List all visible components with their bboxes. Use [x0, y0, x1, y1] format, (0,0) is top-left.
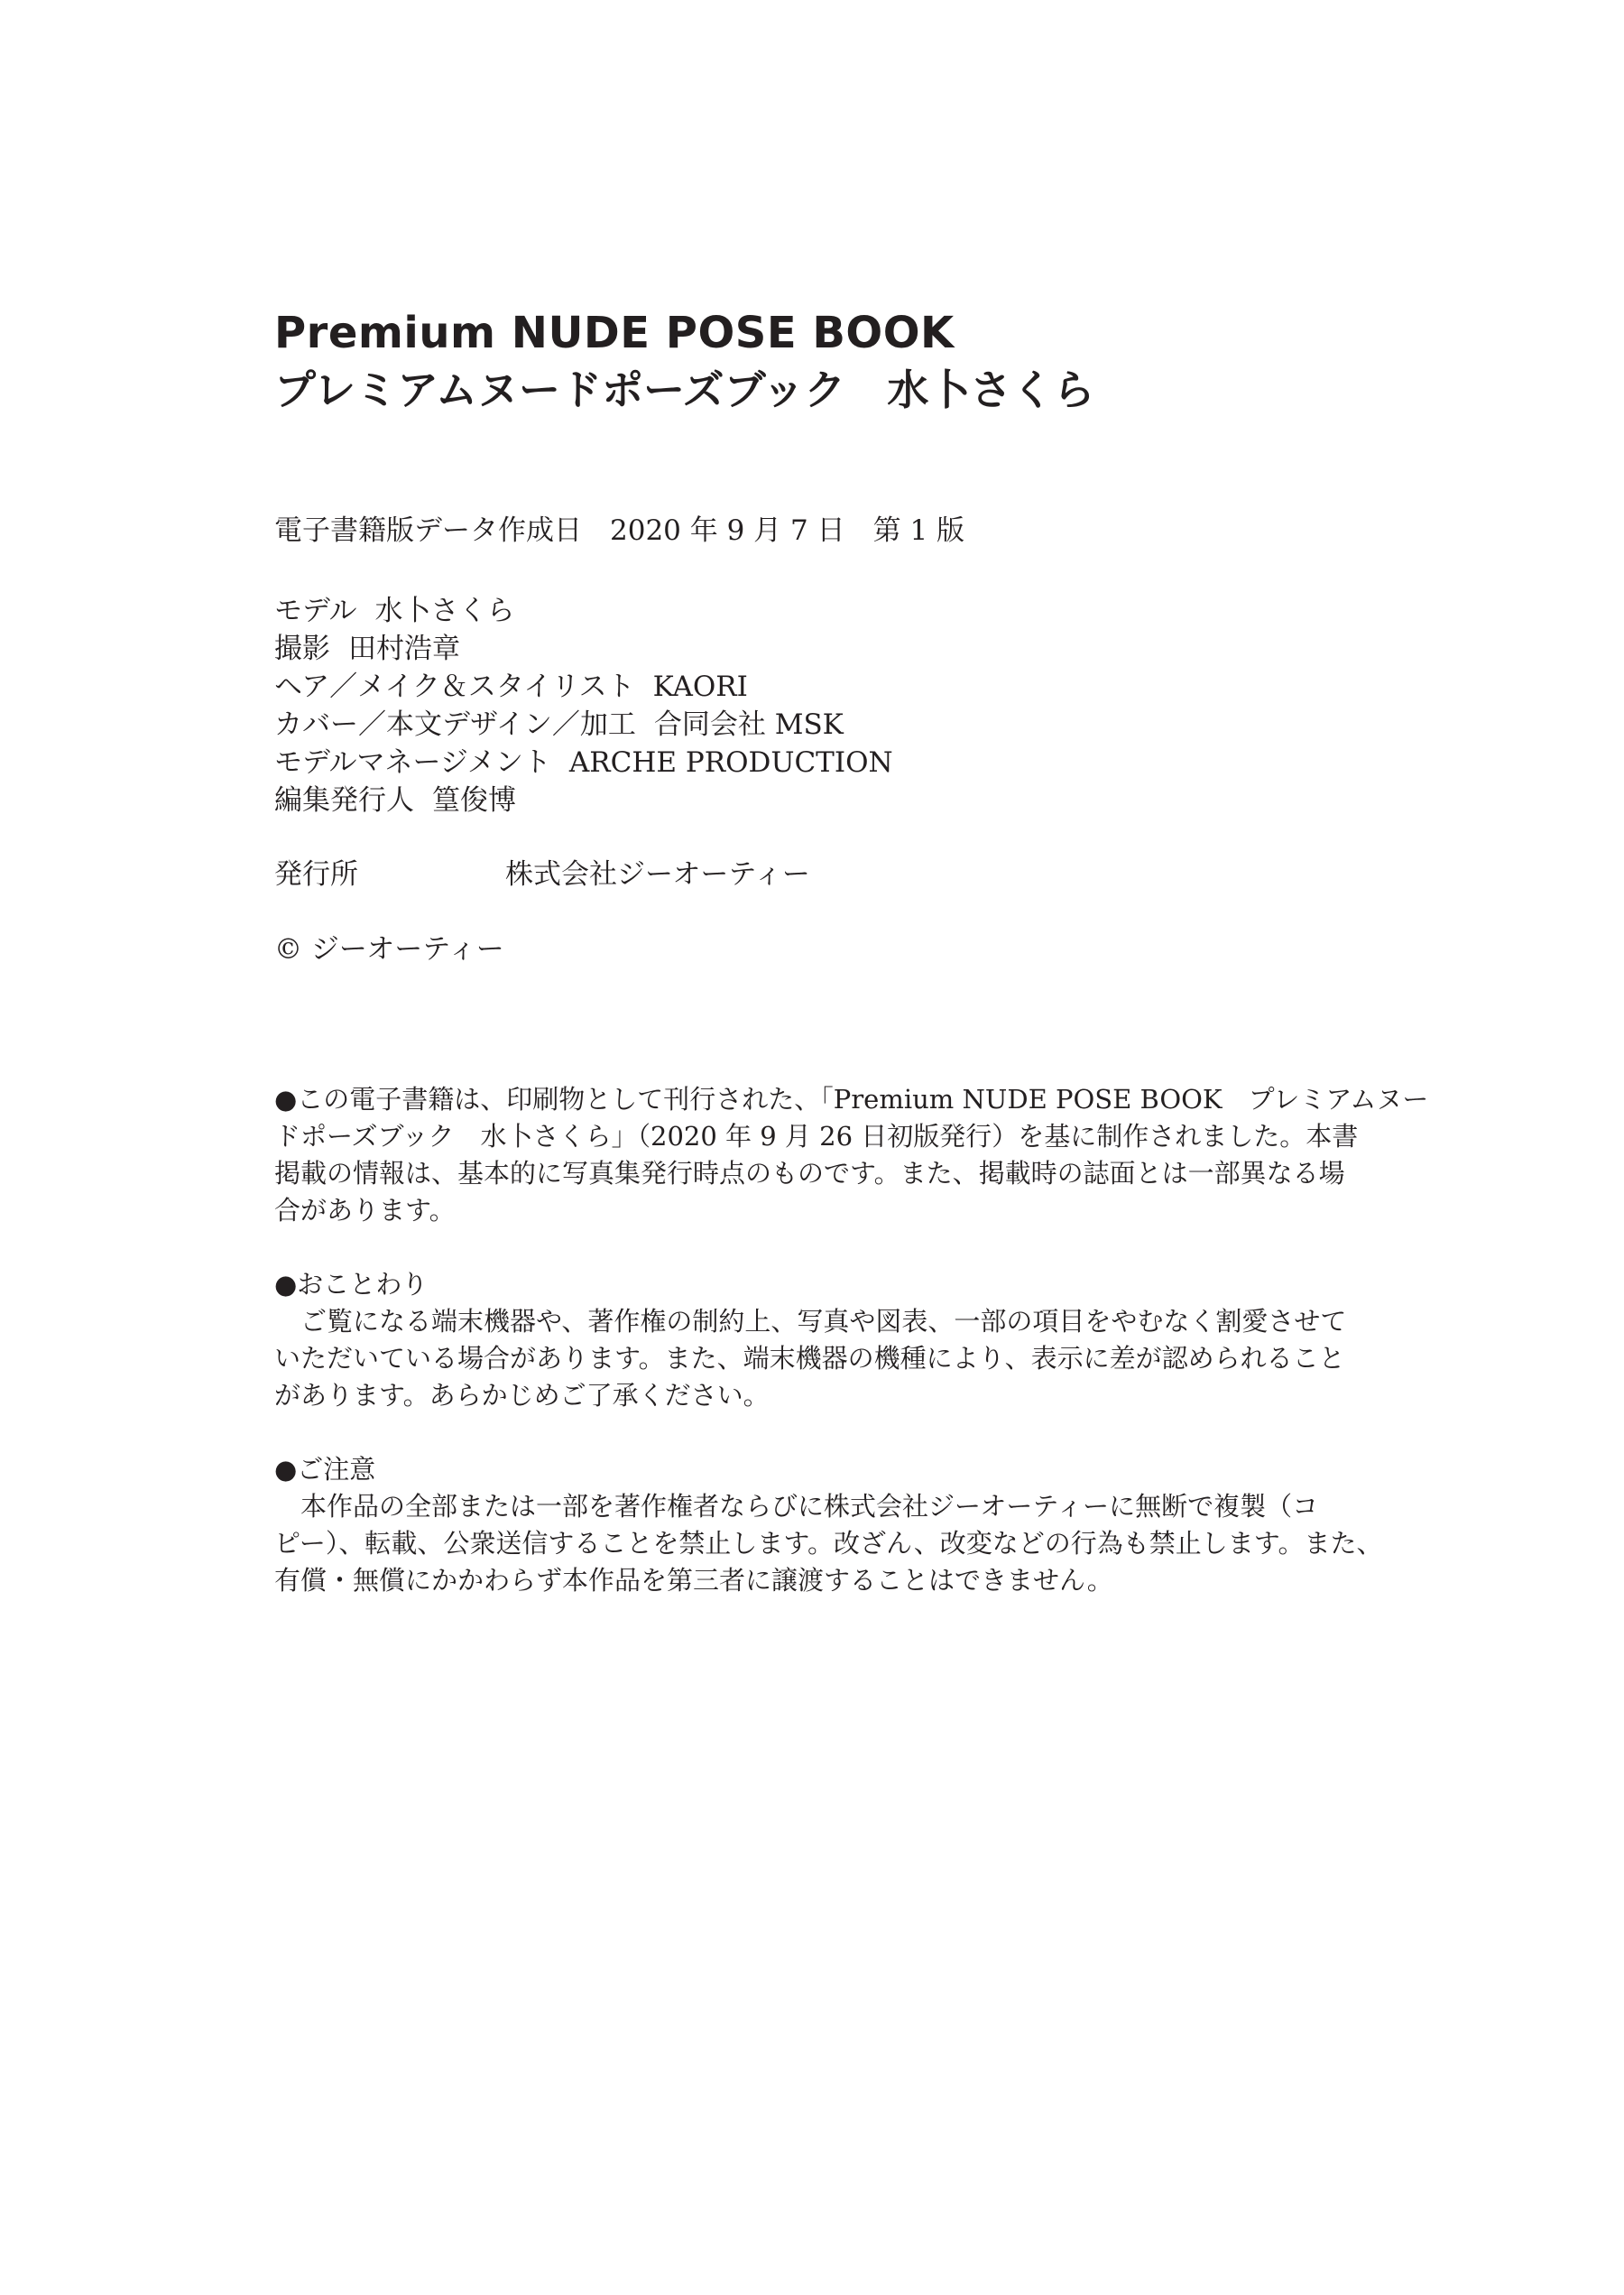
- credit-name: 水卜さくら: [374, 595, 515, 627]
- note-line: があります。あらかじめご了承ください。: [274, 1380, 770, 1411]
- credit-model: [274, 592, 893, 630]
- book-title-english: Premium NUDE POSE BOOK: [274, 308, 955, 358]
- note-line: 有償・無償にかかわらず本作品を第三者に譲渡することはできません。: [274, 1565, 1113, 1596]
- credit-role: モデルマネージメント: [274, 746, 551, 779]
- credit-management: [274, 744, 893, 782]
- note-line: ドポーズブック 水卜さくら」（2020 年 9 月 26 日初版発行）を基に制作されました。本書: [274, 1121, 1359, 1152]
- copyright-notice: © ジーオーティー: [274, 933, 504, 966]
- credit-name: 合同会社 MSK: [653, 708, 844, 741]
- publisher-name: 株式会社ジーオーティー: [505, 858, 810, 891]
- credit-role: 編集発行人: [274, 784, 414, 817]
- disclaimer-heading: ●おことわり: [274, 1269, 429, 1300]
- note-intro: [274, 1081, 1429, 1229]
- publisher-line: [274, 856, 810, 893]
- credit-role: モデル: [274, 595, 357, 627]
- credit-role: カバー／本文デザイン／加工: [274, 708, 636, 741]
- edition-info: 電子書籍版データ作成日 2020 年 9 月 7 日 第 1 版: [274, 514, 965, 547]
- note-disclaimer: [274, 1266, 1347, 1414]
- note-line: いただいている場合があります。また、端末機器の機種により、表示に差が認められること: [274, 1343, 1345, 1374]
- note-line: 合があります。: [274, 1195, 456, 1226]
- credit-hair-makeup-stylist: [274, 668, 893, 706]
- note-line: ご覧になる端末機器や、著作権の制約上、写真や図表、一部の項目をやむなく割愛させて: [274, 1306, 1347, 1337]
- credits-list: [274, 592, 893, 819]
- credit-editor-publisher: [274, 782, 893, 819]
- credit-name: 田村浩章: [348, 633, 460, 665]
- notes-section: [274, 1081, 1429, 1636]
- credit-design: [274, 706, 893, 744]
- credit-role: 撮影: [274, 633, 330, 665]
- note-caution: [274, 1451, 1383, 1599]
- note-line: 掲載の情報は、基本的に写真集発行時点のものです。また、掲載時の誌面とは一部異なる場: [274, 1158, 1345, 1189]
- note-line: ピー）、転載、公衆送信することを禁止します。改ざん、改変などの行為も禁止します。また、: [274, 1528, 1383, 1559]
- credit-name: 篁俊博: [432, 784, 516, 817]
- note-line: ●この電子書籍は、印刷物として刊行された、「Premium NUDE POSE BOOK プレミアムヌー: [274, 1084, 1429, 1115]
- note-line: 本作品の全部または一部を著作権者ならびに株式会社ジーオーティーに無断で複製（コ: [274, 1491, 1319, 1522]
- credit-name: KAORI: [652, 671, 748, 703]
- publisher-label: 発行所: [274, 858, 358, 891]
- credit-photographer: [274, 630, 893, 668]
- caution-heading: ●ご注意: [274, 1454, 376, 1485]
- credit-name: ARCHE PRODUCTION: [568, 746, 893, 779]
- credit-role: ヘア／メイク＆スタイリスト: [274, 671, 635, 703]
- title-block: [274, 305, 1094, 419]
- book-title-japanese: プレミアムヌードポーズブック 水卜さくら: [274, 366, 1095, 414]
